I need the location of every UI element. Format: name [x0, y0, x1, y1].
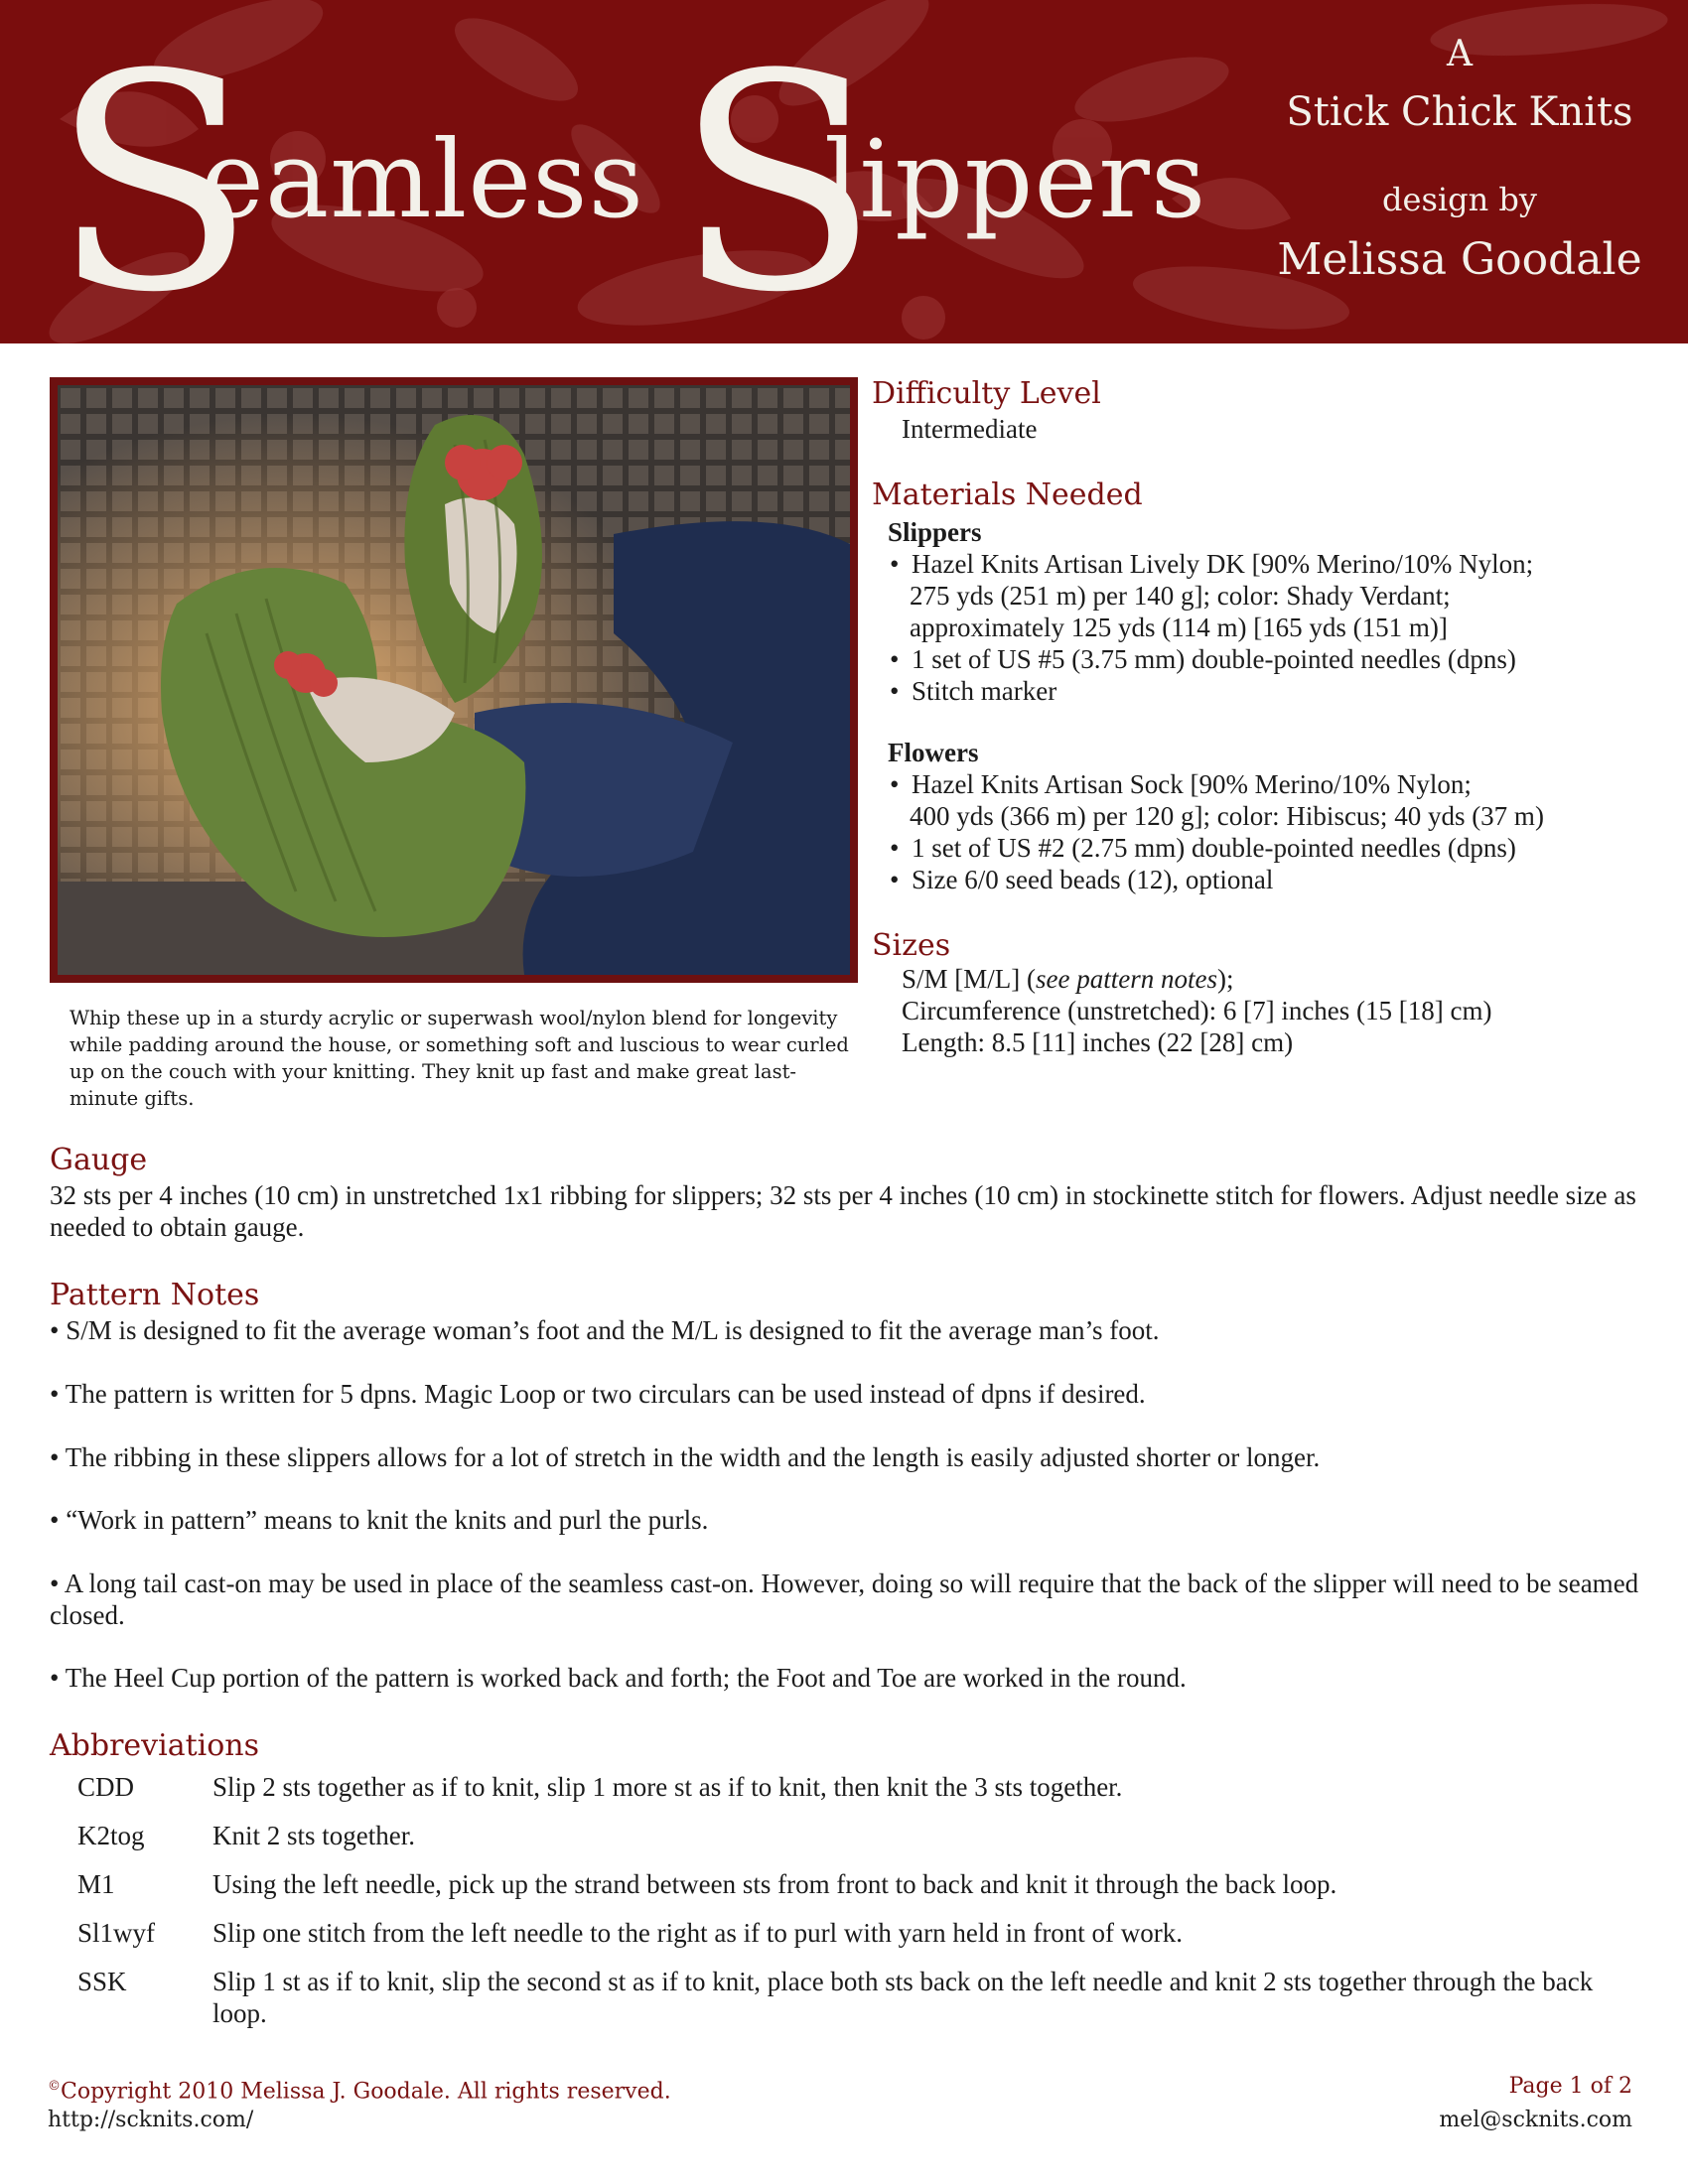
abbreviation-term: CDD	[77, 1772, 135, 1802]
abbreviation-definition: Slip 2 sts together as if to knit, slip 1 more st as if to knit, then knit the 3 sts together.	[212, 1772, 1123, 1802]
note-item: • “Work in pattern” means to knit the knits and purl the purls.	[50, 1505, 709, 1535]
pattern-notes-heading: Pattern Notes	[50, 1278, 260, 1312]
copyright-text: Copyright 2010 Melissa J. Goodale. All rights reserved.	[61, 2079, 671, 2105]
sizes-length: Length: 8.5 [11] inches (22 [28] cm)	[902, 1027, 1294, 1057]
title-initial: S	[52, 11, 256, 343]
note-item: • The Heel Cup portion of the pattern is worked back and forth; the Foot and Toe are worked in the round.	[50, 1663, 1187, 1693]
copyright-symbol: ©	[48, 2079, 61, 2094]
list-item: • Hazel Knits Artisan Sock [90% Merino/10% Nylon;	[888, 768, 1544, 800]
credit-designer-name: Melissa Goodale	[1277, 234, 1642, 285]
list-item-continuation: 275 yds (251 m) per 140 g]; color: Shady Verdant;	[910, 581, 1451, 611]
sizes-text: );	[1216, 964, 1234, 994]
sizes-note-ref: see pattern notes	[1036, 964, 1217, 994]
note-item: • A long tail cast-on may be used in place of the seamless cast-on. However, doing so will require that the back of the slipper will need to be seamed closed.	[50, 1569, 1639, 1630]
list-item: • Hazel Knits Artisan Lively DK [90% Merino/10% Nylon;	[888, 548, 1533, 580]
abbreviations-table	[77, 1771, 1646, 2029]
difficulty-value: Intermediate	[902, 414, 1038, 444]
pattern-title	[40, 11, 1231, 343]
knitted-slippers-photo-icon	[58, 385, 850, 975]
flowers-materials-list	[888, 768, 1544, 895]
sizes-line	[902, 963, 1492, 995]
note-item: • S/M is designed to fit the average woman’s foot and the M/L is designed to fit the average man’s foot.	[50, 1315, 1160, 1345]
list-item: • 1 set of US #5 (3.75 mm) double-pointed needles (dpns)	[888, 643, 1533, 675]
materials-heading: Materials Needed	[872, 478, 1143, 512]
abbreviation-definition: Slip one stitch from the left needle to the right as if to purl with yarn held in front of work.	[212, 1918, 1184, 1948]
abbreviation-row	[77, 1868, 1646, 1900]
abbreviation-definition: Slip 1 st as if to knit, slip the second st as if to knit, place both sts back on the left needle and knit 2 sts together through the back loop.	[212, 1967, 1594, 2028]
slippers-photo-frame	[50, 377, 858, 983]
abbreviation-row	[77, 1966, 1646, 2029]
gauge-text: 32 sts per 4 inches (10 cm) in unstretched 1x1 ribbing for slippers; 32 sts per 4 inches (10 cm) in stockinette stitch for flowers. Adjust needle size as needed to obtain gauge.	[50, 1180, 1636, 1242]
abbreviation-term: K2tog	[77, 1821, 145, 1850]
abbreviation-definition: Knit 2 sts together.	[212, 1821, 415, 1850]
abbreviation-row	[77, 1771, 1646, 1803]
sizes-block	[902, 963, 1492, 1058]
title-initial: S	[675, 11, 880, 343]
title-word-rest: lippers	[824, 118, 1207, 242]
credit-brand: Stick Chick Knits	[1286, 89, 1633, 135]
abbreviation-term: Sl1wyf	[77, 1918, 156, 1948]
abbreviation-term: M1	[77, 1869, 115, 1899]
credit-design-by: design by	[1382, 181, 1537, 218]
title-word-rest: eamless	[201, 118, 645, 242]
abbreviation-definition: Using the left needle, pick up the strand between sts from front to back and knit it through the back loop.	[212, 1869, 1337, 1899]
credit-article: A	[1447, 34, 1473, 74]
copyright-notice	[48, 2073, 671, 2106]
title-banner	[0, 0, 1688, 343]
gauge-heading: Gauge	[50, 1143, 148, 1177]
abbreviation-row	[77, 1917, 1646, 1949]
note-item: • The ribbing in these slippers allows for a lot of stretch in the width and the length is easily adjusted shorter or longer.	[50, 1442, 1321, 1472]
abbreviation-row	[77, 1820, 1646, 1851]
designer-credit	[1261, 30, 1658, 328]
sizes-heading: Sizes	[872, 928, 951, 963]
slippers-materials-list	[888, 548, 1533, 707]
list-item-continuation: 400 yds (366 m) per 120 g]; color: Hibiscus; 40 yds (37 m)	[910, 801, 1544, 831]
abbreviation-term: SSK	[77, 1967, 127, 1996]
sizes-circumference: Circumference (unstretched): 6 [7] inches (15 [18] cm)	[902, 996, 1492, 1025]
email-link[interactable]: mel@scknits.com	[1439, 2108, 1632, 2132]
flowers-label: Flowers	[888, 738, 979, 767]
list-item: • Stitch marker	[888, 675, 1533, 707]
page-number: Page 1 of 2	[1508, 2074, 1632, 2099]
list-item-continuation: approximately 125 yds (114 m) [165 yds (151 m)]	[910, 613, 1448, 642]
list-item: • Size 6/0 seed beads (12), optional	[888, 864, 1544, 895]
slippers-label: Slippers	[888, 517, 982, 547]
photo-caption: Whip these up in a sturdy acrylic or superwash wool/nylon blend for longevity while padding around the house, or something soft and luscious to wear curled up on the couch with your knitting. They knit up fast and make great last-minute gifts.	[70, 1007, 849, 1110]
note-item: • The pattern is written for 5 dpns. Magic Loop or two circulars can be used instead of dpns if desired.	[50, 1379, 1146, 1409]
sizes-text: S/M [M/L] (	[902, 964, 1036, 994]
website-link[interactable]: http://scknits.com/	[48, 2108, 254, 2132]
abbreviations-heading: Abbreviations	[50, 1728, 260, 1763]
difficulty-heading: Difficulty Level	[872, 376, 1101, 411]
list-item: • 1 set of US #2 (2.75 mm) double-pointed needles (dpns)	[888, 832, 1544, 864]
